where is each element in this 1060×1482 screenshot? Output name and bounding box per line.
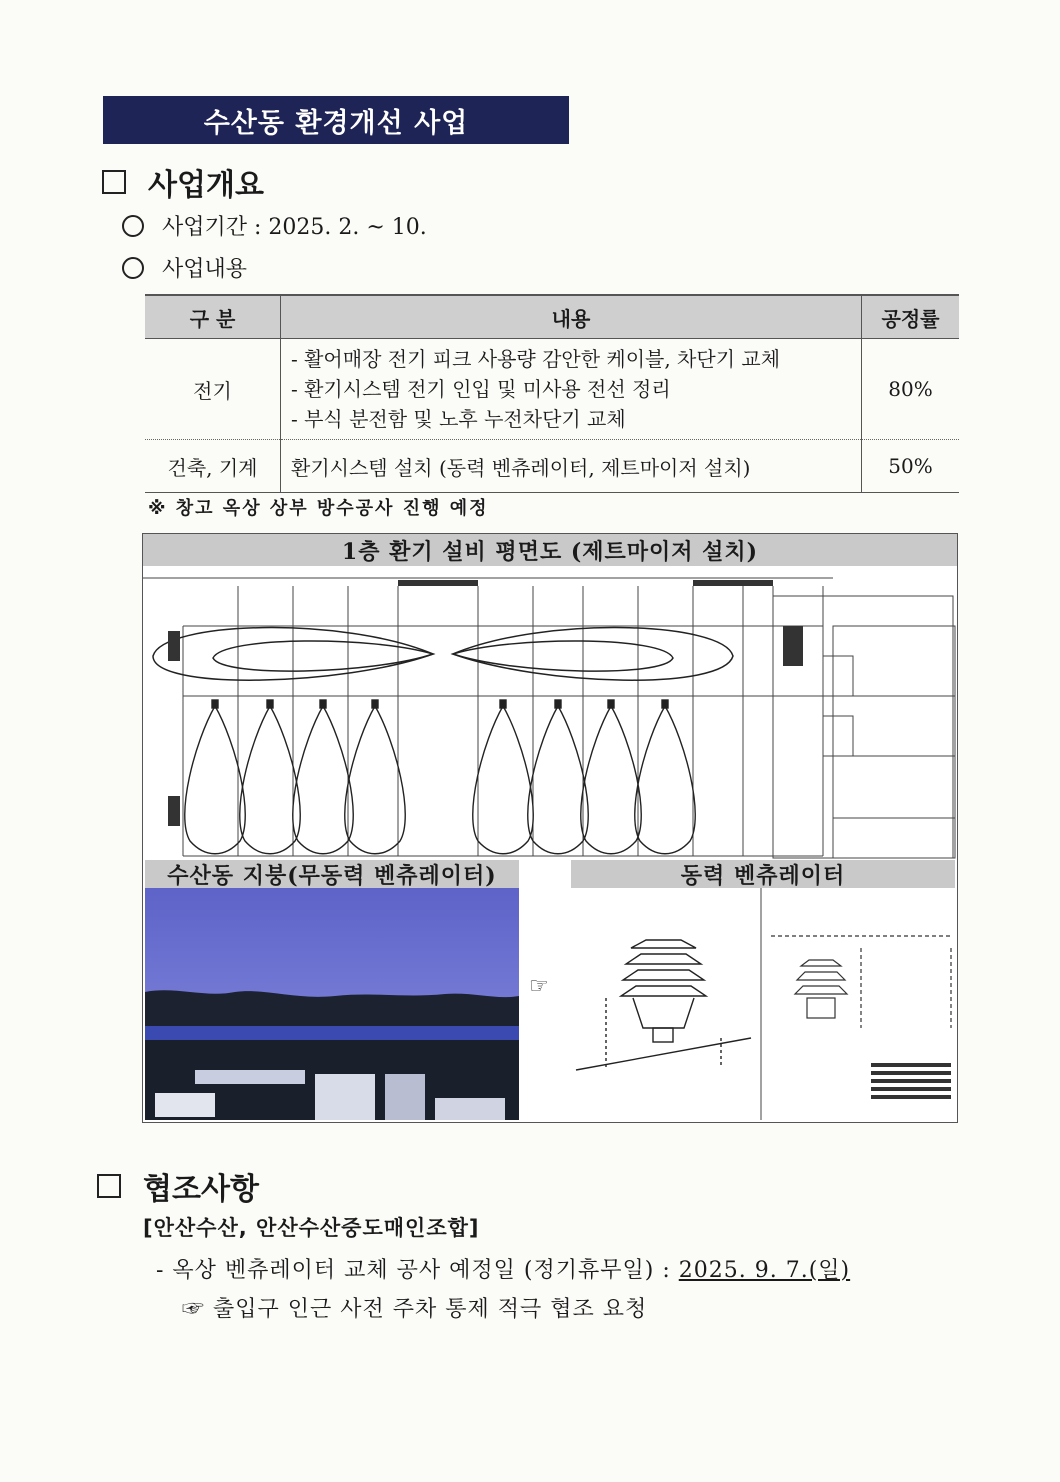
schedule-date: 2025. 9. 7.(일) (678, 1258, 851, 1283)
jet-fan-marker (267, 700, 273, 708)
checkbox-square-icon (97, 1174, 121, 1198)
jet-fan-marker (555, 700, 561, 708)
jet-fan-marker (320, 700, 326, 708)
floor-plan-drawing (143, 566, 957, 860)
request-text: 출입구 인근 사전 주차 통제 적극 협조 요청 (213, 1297, 648, 1322)
content-line: - 환기시스템 전기 인입 및 미사용 전선 정리 (291, 377, 671, 401)
table-header-row (145, 295, 959, 339)
row-content (281, 440, 862, 493)
section-heading-text: 사업개요 (148, 168, 264, 203)
section-heading-text: 협조사항 (143, 1172, 259, 1207)
roof-photo-title: 수산동 지붕(무동력 벤츄레이터) (145, 860, 519, 889)
header-rate: 공정률 (862, 295, 960, 339)
row-rate: 80% (862, 339, 960, 440)
header-category: 구 분 (145, 295, 281, 339)
page-title: 수산동 환경개선 사업 (103, 96, 569, 144)
jet-fan-marker (212, 700, 218, 708)
jet-fan-marker (662, 700, 668, 708)
jet-fan-marker (500, 700, 506, 708)
period-text: 사업기간 : 2025. 2. ~ 10. (162, 215, 427, 240)
pointing-hand-icon: ☞ (182, 1297, 206, 1322)
row-category: 전기 (145, 339, 281, 440)
pointing-hand-icon: ☞ (529, 974, 549, 999)
row-category: 건축, 기계 (145, 440, 281, 493)
cooperation-schedule (156, 1253, 850, 1284)
overview-table (145, 294, 959, 493)
plan-title: 1층 환기 설비 평면도 (제트마이저 설치) (143, 534, 957, 567)
content-line: - 부식 분전함 및 노후 누전차단기 교체 (291, 407, 626, 431)
row-rate: 50% (862, 440, 960, 493)
table-row (145, 440, 959, 493)
roof-photo (145, 888, 519, 1120)
bullet-period (122, 210, 427, 241)
cooperation-org: [안산수산, 안산수산중도매인조합] (143, 1216, 480, 1240)
content-line: 환기시스템 설치 (동력 벤츄레이터, 제트마이저 설치) (291, 455, 751, 480)
section-heading-overview (102, 160, 264, 204)
content-text: 사업내용 (162, 257, 248, 282)
jet-fan-marker (608, 700, 614, 708)
bullet-content (122, 252, 247, 283)
venturi-title: 동력 벤츄레이터 (571, 860, 955, 889)
header-content: 내용 (281, 295, 862, 339)
circle-bullet-icon (122, 257, 144, 279)
section-heading-cooperation (97, 1164, 259, 1208)
row-content (281, 339, 862, 440)
checkbox-square-icon (102, 170, 126, 194)
table-row (145, 339, 959, 440)
venturi-technical-drawing (571, 888, 955, 1120)
content-line: - 활어매장 전기 피크 사용량 감안한 케이블, 차단기 교체 (291, 347, 781, 371)
figure-panel (142, 533, 958, 1123)
note-text: ※ 창고 옥상 상부 방수공사 진행 예정 (148, 498, 489, 519)
cooperation-request (182, 1292, 647, 1323)
jet-fan-marker (372, 700, 378, 708)
circle-bullet-icon (122, 215, 144, 237)
schedule-text: - 옥상 벤츄레이터 교체 공사 예정일 (정기휴무일) : (156, 1258, 679, 1283)
